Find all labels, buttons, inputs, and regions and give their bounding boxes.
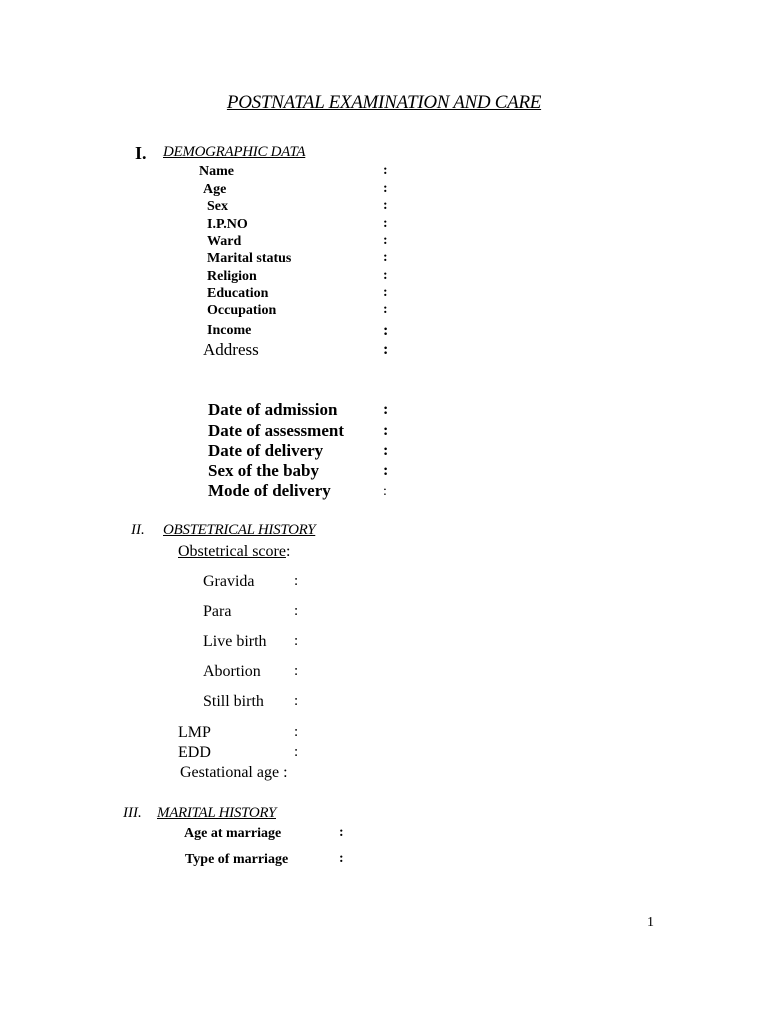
- score-label-abortion: Abortion: [203, 663, 261, 680]
- field-separator: :: [383, 401, 389, 418]
- field-separator: :: [294, 633, 299, 649]
- section-number: I.: [135, 143, 147, 163]
- field-label-gestational-age: Gestational age :: [180, 764, 288, 781]
- obstetrical-score-label: Obstetrical score: [178, 543, 286, 560]
- field-label-date-of-delivery: Date of delivery: [208, 441, 324, 460]
- field-separator: :: [383, 268, 388, 283]
- section-heading: MARITAL HISTORY: [157, 805, 276, 821]
- field-separator: :: [383, 181, 388, 196]
- field-separator: :: [383, 233, 388, 248]
- field-label-age: Age: [203, 182, 227, 197]
- field-label-type-of-marriage: Type of marriage: [185, 852, 289, 867]
- section-number: III.: [123, 805, 142, 821]
- field-separator: :: [383, 442, 389, 459]
- field-label-age-at-marriage: Age at marriage: [184, 826, 282, 841]
- field-label-lmp: LMP: [178, 724, 211, 741]
- field-separator: :: [383, 163, 388, 178]
- score-label-para: Para: [203, 603, 232, 620]
- field-separator: :: [294, 744, 299, 760]
- field-label-religion: Religion: [207, 269, 257, 284]
- page-number: 1: [647, 915, 654, 930]
- score-label-still-birth: Still birth: [203, 693, 264, 710]
- field-separator: :: [383, 484, 387, 499]
- field-label-date-of-admission: Date of admission: [208, 400, 338, 419]
- field-label-ward: Ward: [207, 234, 242, 249]
- field-label-name: Name: [199, 164, 234, 179]
- section-number: II.: [131, 522, 145, 538]
- field-separator: :: [383, 302, 388, 317]
- field-separator: :: [339, 825, 344, 840]
- section-heading: DEMOGRAPHIC DATA: [163, 144, 306, 160]
- field-separator: :: [294, 663, 299, 679]
- field-separator: :: [339, 851, 344, 866]
- field-separator: :: [285, 543, 291, 560]
- field-separator: :: [383, 285, 388, 300]
- field-label-sex: Sex: [207, 199, 228, 214]
- field-label-mode-of-delivery: Mode of delivery: [208, 481, 331, 500]
- field-separator: :: [383, 198, 388, 213]
- field-label-marital-status: Marital status: [207, 251, 292, 266]
- field-label-education: Education: [207, 286, 269, 301]
- field-separator: :: [294, 603, 299, 619]
- field-label-income: Income: [207, 323, 252, 338]
- obstetrical-score-heading: [178, 543, 290, 561]
- field-separator: :: [383, 216, 388, 231]
- section-heading: OBSTETRICAL HISTORY: [163, 522, 316, 538]
- field-label-sex-of-baby: Sex of the baby: [208, 461, 319, 480]
- field-separator: :: [383, 462, 389, 479]
- field-label-address: Address: [203, 340, 259, 359]
- field-separator: :: [294, 724, 299, 740]
- field-separator: :: [383, 341, 389, 358]
- field-separator: :: [383, 250, 388, 265]
- field-separator: :: [294, 573, 299, 589]
- field-separator: :: [294, 693, 299, 709]
- field-label-occupation: Occupation: [207, 303, 277, 318]
- field-label-ip-no: I.P.NO: [207, 217, 248, 232]
- field-label-edd: EDD: [178, 744, 211, 761]
- field-separator: :: [383, 322, 389, 339]
- score-label-live-birth: Live birth: [203, 633, 267, 650]
- field-separator: :: [383, 422, 389, 439]
- field-label-date-of-assessment: Date of assessment: [208, 421, 344, 440]
- page-title: POSTNATAL EXAMINATION AND CARE: [226, 92, 542, 113]
- score-label-gravida: Gravida: [203, 573, 255, 590]
